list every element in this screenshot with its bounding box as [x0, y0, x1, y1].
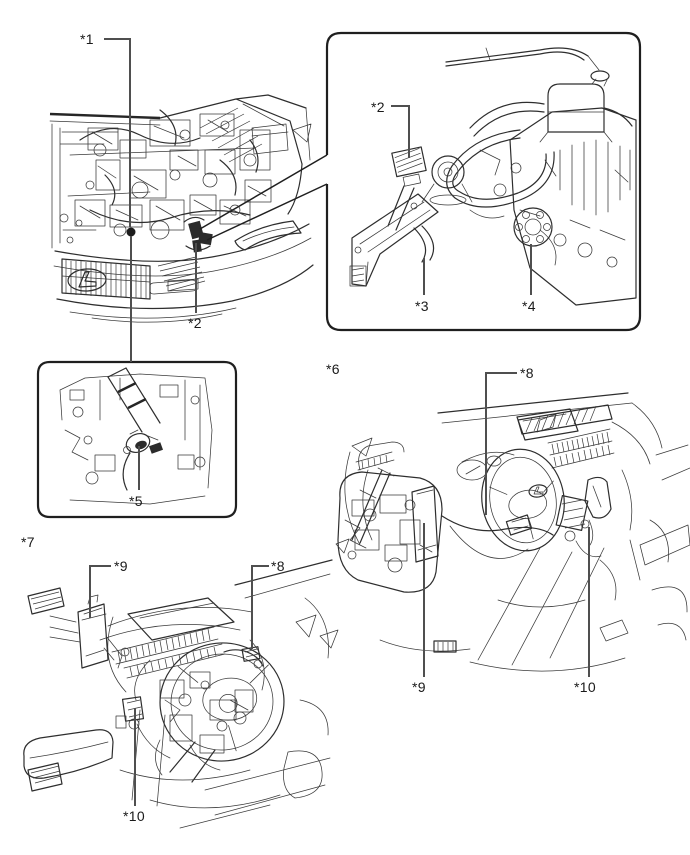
detail-callout-2-label: *2 [371, 99, 385, 115]
left-callout-9-label: *9 [114, 558, 128, 574]
right-callout-9-label: *9 [412, 679, 426, 695]
callout-1-label: *1 [80, 31, 94, 47]
dashboard-left-illustration [24, 560, 332, 828]
detail-callout-4-label: *4 [522, 298, 536, 314]
view-6-label: *6 [326, 361, 340, 377]
engine-detail-box [327, 33, 640, 330]
right-callout-8-label: *8 [520, 365, 534, 381]
view-7-label: *7 [21, 534, 35, 550]
dashboard-right-illustration [320, 373, 690, 677]
detail-callout-3-label: *3 [415, 298, 429, 314]
leader-1 [104, 39, 130, 227]
callout-2-label: *2 [188, 315, 202, 331]
brand-emblem-l-mark [79, 272, 96, 287]
right-callout-10-label: *10 [574, 679, 596, 695]
detail-callout-5-label: *5 [129, 493, 143, 509]
detail-box-frame [327, 33, 640, 330]
left-callout-8-label: *8 [271, 558, 285, 574]
location-dot [127, 228, 136, 237]
leader-8-right [486, 373, 517, 515]
leader-9-left [90, 566, 111, 618]
left-callout-10-label: *10 [123, 808, 145, 824]
